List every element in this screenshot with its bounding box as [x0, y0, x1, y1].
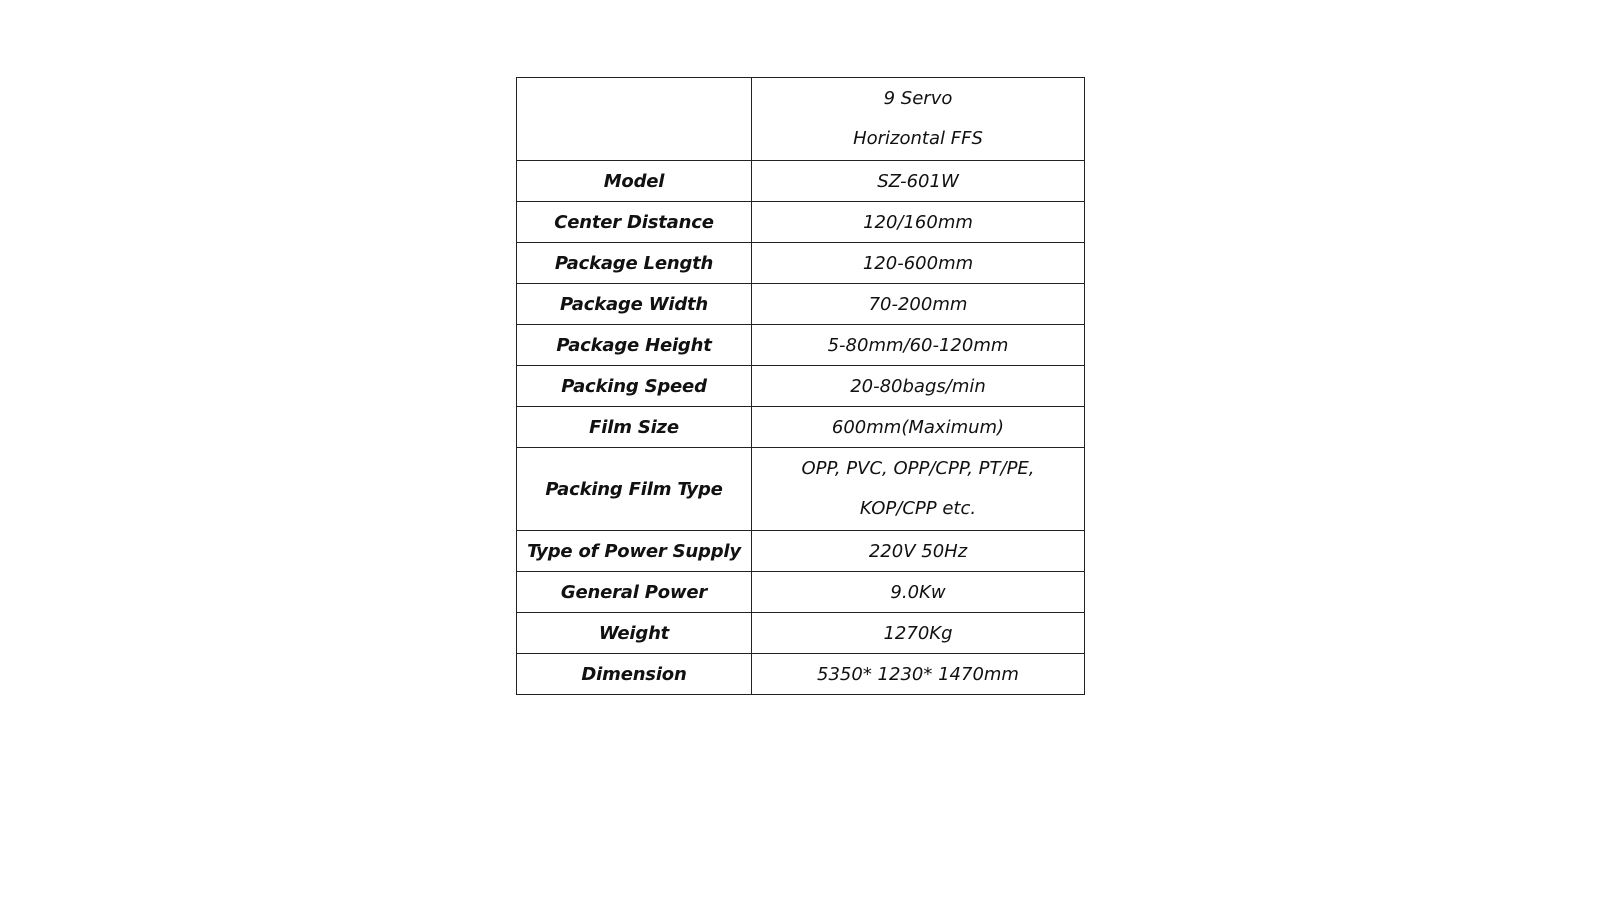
row-label-weight: Weight: [517, 613, 752, 654]
film-type-line: OPP, PVC, OPP/CPP, PT/PE,: [801, 458, 1035, 479]
table-row: [517, 407, 1085, 448]
table-row: [517, 654, 1085, 695]
row-value-packing-speed: 20-80bags/min: [752, 366, 1085, 407]
row-value-model: SZ-601W: [752, 161, 1085, 202]
table-row: [517, 572, 1085, 613]
film-type-line: KOP/CPP etc.: [859, 498, 977, 519]
row-label-package-height: Package Height: [517, 325, 752, 366]
table-row: [517, 325, 1085, 366]
row-value-package-height: 5-80mm/60-120mm: [752, 325, 1085, 366]
row-label-packing-speed: Packing Speed: [517, 366, 752, 407]
table-row: [517, 613, 1085, 654]
row-value-package-length: 120-600mm: [752, 243, 1085, 284]
header-value-line: Horizontal FFS: [853, 128, 983, 149]
table-row: [517, 531, 1085, 572]
row-label-model: Model: [517, 161, 752, 202]
table-row: [517, 243, 1085, 284]
row-label-film-size: Film Size: [517, 407, 752, 448]
header-value-cell: [752, 78, 1085, 161]
row-value-film-size: 600mm(Maximum): [752, 407, 1085, 448]
table-row: [517, 284, 1085, 325]
row-label-power-supply: Type of Power Supply: [517, 531, 752, 572]
row-label-package-length: Package Length: [517, 243, 752, 284]
spec-table: [516, 77, 1085, 695]
header-value-line: 9 Servo: [883, 88, 953, 109]
table-header-row: [517, 78, 1085, 161]
row-value-packing-film-type: [752, 448, 1085, 531]
table-row: [517, 448, 1085, 531]
row-label-center-distance: Center Distance: [517, 202, 752, 243]
row-value-package-width: 70-200mm: [752, 284, 1085, 325]
row-value-power-supply: 220V 50Hz: [752, 531, 1085, 572]
row-label-general-power: General Power: [517, 572, 752, 613]
row-value-dimension: 5350* 1230* 1470mm: [752, 654, 1085, 695]
table-row: [517, 202, 1085, 243]
table-row: [517, 366, 1085, 407]
row-value-general-power: 9.0Kw: [752, 572, 1085, 613]
row-label-dimension: Dimension: [517, 654, 752, 695]
row-value-center-distance: 120/160mm: [752, 202, 1085, 243]
row-value-weight: 1270Kg: [752, 613, 1085, 654]
header-label-cell: [517, 78, 752, 161]
table-row: [517, 161, 1085, 202]
row-label-package-width: Package Width: [517, 284, 752, 325]
row-label-packing-film-type: Packing Film Type: [517, 448, 752, 531]
